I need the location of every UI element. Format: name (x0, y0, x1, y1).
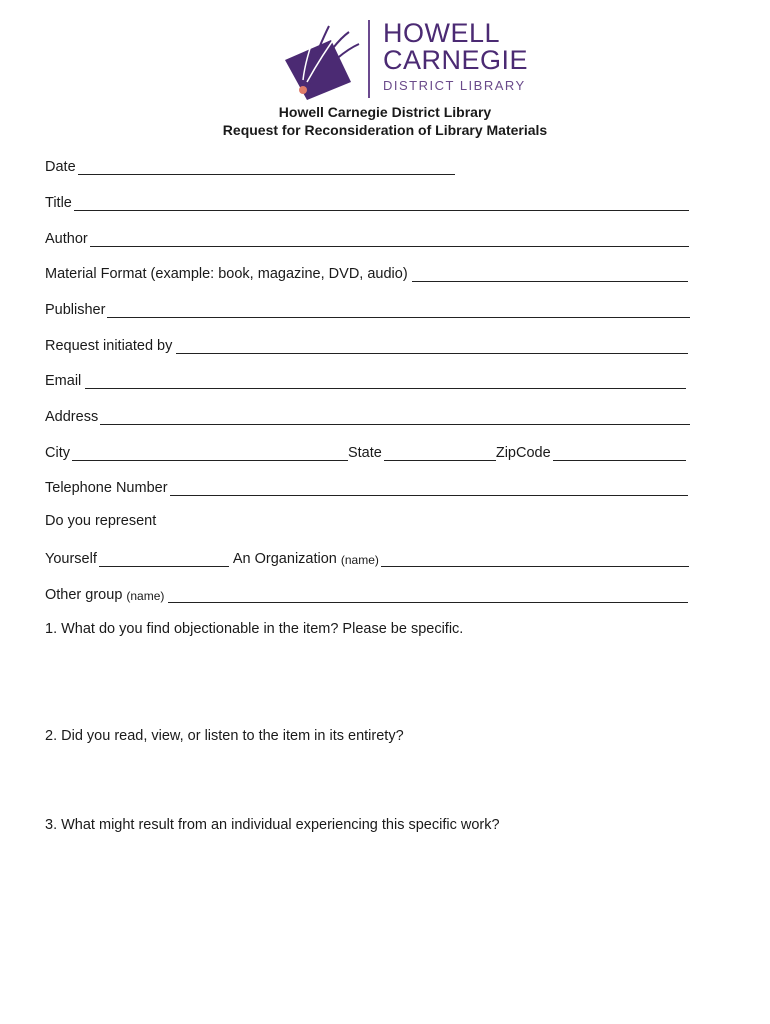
logo-line-howell: HOWELL (383, 18, 501, 48)
state-field[interactable] (384, 446, 496, 461)
email-label: Email (45, 373, 82, 389)
title-row (45, 193, 689, 211)
representation-row (45, 549, 689, 567)
city-state-zip-row (45, 443, 686, 461)
zipcode-label: ZipCode (495, 445, 551, 461)
organization-field[interactable] (381, 552, 689, 567)
organization-hint: (name) (340, 553, 379, 567)
other-group-field[interactable] (168, 588, 688, 603)
date-label: Date (45, 159, 76, 175)
organization-label: An Organization (232, 551, 337, 567)
yourself-field[interactable] (99, 552, 229, 567)
yourself-label: Yourself (45, 551, 97, 567)
material-format-row (45, 264, 688, 282)
publisher-row (45, 300, 690, 318)
email-row (45, 371, 686, 389)
telephone-field[interactable] (170, 481, 688, 496)
title-field[interactable] (74, 196, 689, 211)
address-field[interactable] (100, 410, 690, 425)
city-label: City (45, 445, 70, 461)
date-field[interactable] (78, 160, 455, 175)
form-title: Request for Reconsideration of Library Materials (222, 122, 548, 138)
publisher-field[interactable] (107, 303, 690, 318)
other-group-row (45, 585, 688, 603)
request-initiated-label: Request initiated by (45, 338, 173, 354)
telephone-label: Telephone Number (45, 480, 168, 496)
request-initiated-row (45, 336, 688, 354)
author-field[interactable] (90, 232, 689, 247)
author-label: Author (45, 231, 88, 247)
question-3: 3. What might result from an individual experiencing this specific work? (45, 817, 500, 833)
other-group-hint: (name) (126, 589, 165, 603)
email-field[interactable] (85, 374, 686, 389)
material-format-field[interactable] (412, 267, 688, 282)
form-heading (0, 103, 770, 139)
zipcode-field[interactable] (553, 446, 686, 461)
other-group-label: Other group (45, 587, 123, 603)
author-row (45, 229, 689, 247)
library-logo-mark-icon (283, 22, 365, 100)
question-2: 2. Did you read, view, or listen to the item in its entirety? (45, 728, 404, 744)
publisher-label: Publisher (45, 302, 106, 318)
logo-line-carnegie: CARNEGIE (383, 45, 529, 75)
address-label: Address (45, 409, 99, 425)
telephone-row (45, 478, 688, 496)
request-initiated-field[interactable] (176, 339, 688, 354)
library-logo (283, 16, 529, 100)
date-row (45, 157, 455, 175)
state-label: State (347, 445, 382, 461)
library-name: Howell Carnegie District Library (278, 104, 492, 120)
logo-divider (368, 20, 370, 98)
represent-label: Do you represent (45, 513, 157, 529)
address-row (45, 407, 690, 425)
city-field[interactable] (72, 446, 348, 461)
material-format-label: Material Format (example: book, magazine, DVD, audio) (45, 266, 408, 282)
logo-wordmark (383, 20, 528, 93)
question-1: 1. What do you find objectionable in the item? Please be specific. (45, 621, 464, 637)
logo-line-district: DISTRICT LIBRARY (383, 78, 526, 93)
title-label: Title (45, 195, 72, 211)
